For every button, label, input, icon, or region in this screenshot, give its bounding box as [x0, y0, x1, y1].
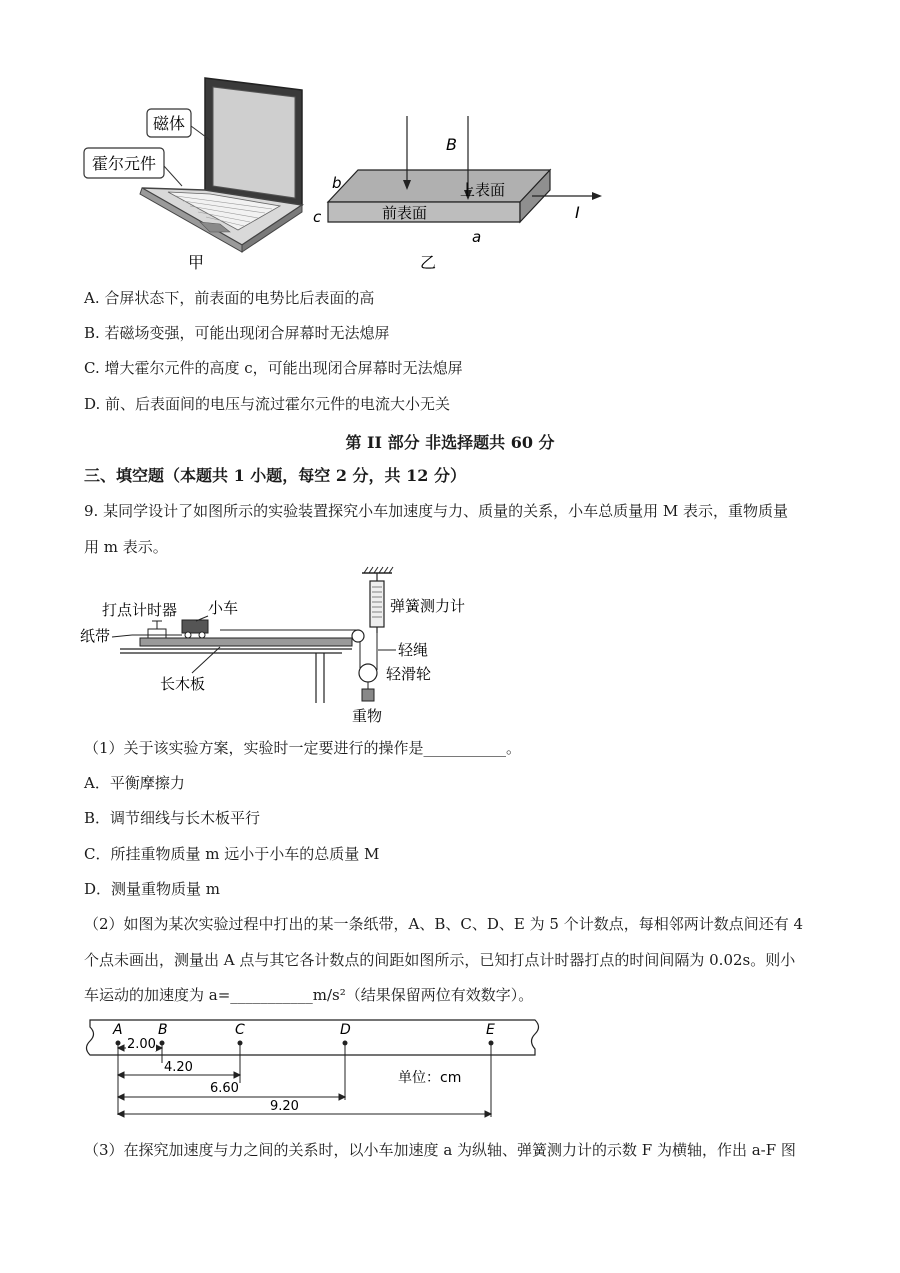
tick-timer [148, 629, 166, 638]
sub1-option-d: D．测量重物质量 m [84, 880, 221, 898]
apparatus-figure [80, 565, 480, 730]
point-B-label: B [158, 1022, 168, 1038]
I-label: I [575, 203, 580, 222]
part2-title: 第 II 部分 非选择题共 60 分 [345, 433, 555, 452]
unit-label: 单位：cm [398, 1070, 462, 1086]
point-A-label: A [113, 1022, 123, 1038]
spring-scale [370, 581, 384, 627]
q8-option-b: B. 若磁场变强，可能出现闭合屏幕时无法熄屏 [84, 324, 390, 342]
B-label: B [446, 135, 457, 154]
cart [182, 620, 208, 633]
q8-option-c: C. 增大霍尔元件的高度 c，可能出现闭合屏幕时无法熄屏 [84, 359, 463, 377]
c-label: c [313, 208, 322, 226]
q9-stem-line2: 用 m 表示。 [84, 538, 168, 556]
weight-label: 重物 [352, 707, 383, 725]
sub1-option-b: B．调节细线与长木板平行 [84, 809, 261, 827]
sub2-line1: （2）如图为某次实验过程中打出的某一条纸带，A、B、C、D、E 为 5 个计数点，每相邻两计数点间还有 4 [84, 915, 804, 933]
b-label: b [332, 174, 342, 192]
spring-scale-label: 弹簧测力计 [390, 597, 466, 615]
light-pulley [359, 664, 377, 682]
timer-label: 打点计时器 [102, 601, 178, 619]
point-D-label: D [340, 1022, 351, 1038]
q8-option-d: D. 前、后表面间的电压与流过霍尔元件的电流大小无关 [84, 395, 451, 413]
long-board [140, 638, 352, 646]
a-label: a [472, 228, 482, 246]
q8-option-a: A. 合屏状态下，前表面的电势比后表面的高 [84, 289, 375, 307]
q9-stem-line1: 9. 某同学设计了如图所示的实验装置探究小车加速度与力、质量的关系，小车总质量用 M 表示，重物质量 [84, 502, 788, 520]
sub2-line2: 个点未画出，测量出 A 点与其它各计数点的间距如图所示，已知打点计时器打点的时间间隔为 0.02s。则小 [84, 951, 796, 969]
tape-label: 纸带 [80, 627, 111, 645]
rope-label: 轻绳 [398, 641, 429, 659]
paper-tape-figure [80, 1015, 550, 1125]
sub3-line1: （3）在探究加速度与力之间的关系时，以小车加速度 a 为纵轴、弹簧测力计的示数 F 为横轴，作出 a-F 图 [84, 1141, 796, 1159]
dist-AC: 4.20 [164, 1060, 193, 1075]
hall-element-label: 霍尔元件 [91, 154, 157, 173]
dist-AB: 2.00 [127, 1037, 156, 1052]
dist-AD: 6.60 [210, 1081, 239, 1096]
point-C-label: C [235, 1022, 245, 1038]
magnet-label: 磁体 [152, 114, 186, 133]
section3-title: 三、填空题（本题共 1 小题，每空 2 分，共 12 分） [84, 466, 466, 485]
point-E-label: E [486, 1022, 495, 1038]
pulley-label: 轻滑轮 [386, 665, 432, 683]
caption-jia: 甲 [187, 253, 205, 272]
sub1-option-c: C．所挂重物质量 m 远小于小车的总质量 M [84, 845, 380, 863]
hanging-weight [362, 689, 374, 701]
top-face-label: 上表面 [460, 181, 506, 199]
front-face-label: 前表面 [382, 204, 428, 222]
hall-slab [328, 170, 550, 222]
board-label: 长木板 [160, 675, 206, 693]
cart-label: 小车 [208, 599, 239, 617]
sub1-option-a: A．平衡摩擦力 [84, 774, 185, 792]
sub2-line3: 车运动的加速度为 a=___________m/s²（结果保留两位有效数字）。 [84, 986, 534, 1004]
dist-AE: 9.20 [270, 1099, 299, 1114]
sub1-question: （1）关于该实验方案，实验时一定要进行的操作是___________。 [84, 739, 522, 757]
caption-yi: 乙 [419, 253, 437, 272]
hall-effect-figure [70, 70, 630, 275]
